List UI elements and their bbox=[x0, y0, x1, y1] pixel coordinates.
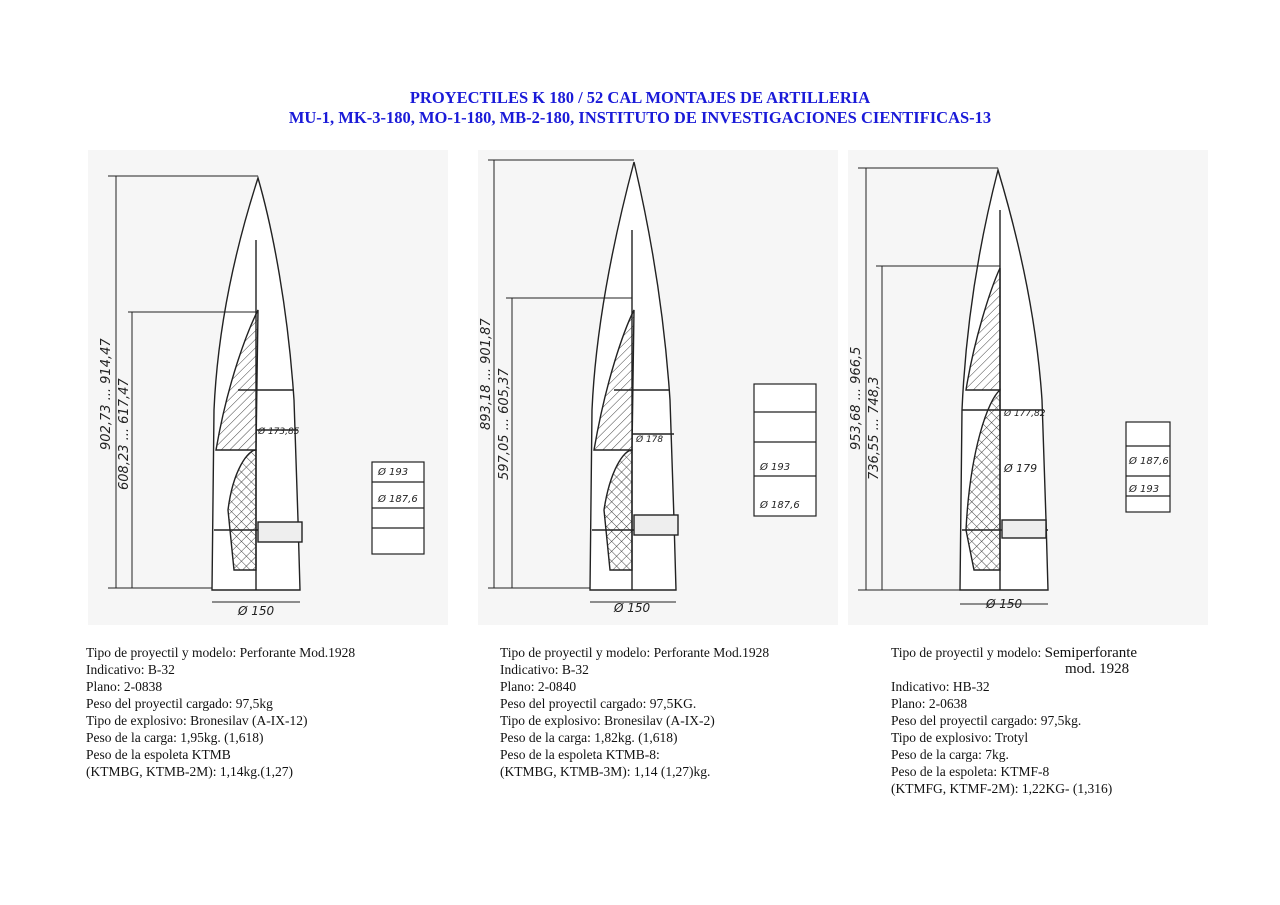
spec-type-value: Semiperforante bbox=[1044, 645, 1138, 661]
spec-line: Tipo de proyectil y modelo: Perforante Mod.1928 bbox=[86, 645, 356, 660]
spec-type-label: Tipo de proyectil y modelo: bbox=[891, 645, 1042, 660]
spec-line: Peso de la carga: 7kg. bbox=[891, 747, 1009, 762]
spec-line: Peso de la espoleta KTMB-8: bbox=[500, 747, 660, 762]
base-diameter-label: Ø 150 bbox=[986, 597, 1023, 611]
spec-line: Peso del proyectil cargado: 97,5kg bbox=[86, 696, 273, 711]
spec-block-3 bbox=[891, 644, 1137, 797]
shell-outline bbox=[212, 178, 302, 590]
driving-band-detail bbox=[1126, 422, 1170, 512]
cavity-length-label: 736,55 ... 748,3 bbox=[867, 376, 882, 480]
body-diameter-label: Ø 179 bbox=[1004, 462, 1038, 475]
band-top-diameter-label: Ø 193 bbox=[760, 462, 791, 473]
spec-line: Tipo de explosivo: Trotyl bbox=[891, 730, 1029, 745]
spec-type-value-2: mod. 1928 bbox=[1065, 661, 1130, 677]
spec-line: Indicativo: B-32 bbox=[86, 662, 175, 677]
spec-line: Peso de la carga: 1,95kg. (1,618) bbox=[86, 730, 264, 745]
overall-length-label: 893,18 ... 901,87 bbox=[479, 318, 494, 430]
band-bottom-diameter-label: Ø 187,6 bbox=[378, 494, 418, 505]
spec-line: Tipo de proyectil y modelo: Perforante Mod.1928 bbox=[500, 645, 770, 660]
spec-block-1 bbox=[86, 644, 355, 780]
band-top-diameter-label: Ø 187,6 bbox=[1129, 456, 1169, 467]
shell-drawing-3 bbox=[848, 150, 1208, 625]
spec-line: Tipo de explosivo: Bronesilav (A-IX-2) bbox=[500, 713, 715, 728]
spec-line: Peso de la espoleta: KTMF-8 bbox=[891, 764, 1050, 779]
inner-diameter-label: Ø 177,82 bbox=[1004, 409, 1046, 419]
shell-drawing-2 bbox=[478, 150, 838, 625]
spec-line: Peso de la carga: 1,82kg. (1,618) bbox=[500, 730, 678, 745]
spec-line: Plano: 2-0838 bbox=[86, 679, 163, 694]
cavity-length-label: 597,05 ... 605,37 bbox=[497, 368, 512, 480]
spec-line: Plano: 2-0840 bbox=[500, 679, 577, 694]
inner-diameter-label: Ø 178 bbox=[636, 435, 664, 445]
spec-line: Peso del proyectil cargado: 97,5kg. bbox=[891, 713, 1082, 728]
spec-line: (KTMFG, KTMF-2M): 1,22KG- (1,316) bbox=[891, 781, 1113, 796]
shell-outline bbox=[960, 170, 1048, 590]
spec-line: (KTMBG, KTMB-3M): 1,14 (1,27)kg. bbox=[500, 764, 711, 779]
spec-line: (KTMBG, KTMB-2M): 1,14kg.(1,27) bbox=[86, 764, 293, 779]
driving-band-detail bbox=[754, 384, 816, 516]
band-top-diameter-label: Ø 193 bbox=[378, 467, 409, 478]
page-title-line-1: PROYECTILES K 180 / 52 CAL MONTAJES DE ARTILLERIA bbox=[409, 88, 871, 107]
shell-drawing-1 bbox=[88, 150, 448, 625]
cavity-length-label: 608,23 ... 617,47 bbox=[117, 378, 132, 490]
spec-line: Indicativo: HB-32 bbox=[891, 679, 990, 694]
spec-line: Peso de la espoleta KTMB bbox=[86, 747, 231, 762]
band-bottom-diameter-label: Ø 193 bbox=[1129, 484, 1160, 495]
inner-diameter-label: Ø 173,85 bbox=[258, 427, 300, 437]
page-title-line-2: MU-1, MK-3-180, MO-1-180, MB-2-180, INSTITUTO DE INVESTIGACIONES CIENTIFICAS-13 bbox=[288, 108, 992, 127]
spec-block-2 bbox=[500, 644, 769, 780]
spec-line: Indicativo: B-32 bbox=[500, 662, 589, 677]
base-diameter-label: Ø 150 bbox=[238, 604, 275, 618]
base-diameter-label: Ø 150 bbox=[614, 601, 651, 615]
overall-length-label: 902,73 ... 914,47 bbox=[99, 338, 114, 450]
spec-line: Plano: 2-0638 bbox=[891, 696, 968, 711]
spec-line: Peso del proyectil cargado: 97,5KG. bbox=[500, 696, 697, 711]
overall-length-label: 953,68 ... 966,5 bbox=[849, 346, 864, 450]
band-bottom-diameter-label: Ø 187,6 bbox=[760, 500, 800, 511]
spec-type-line bbox=[891, 644, 1137, 661]
shell-outline bbox=[590, 162, 678, 590]
spec-line: Tipo de explosivo: Bronesilav (A-IX-12) bbox=[86, 713, 308, 728]
